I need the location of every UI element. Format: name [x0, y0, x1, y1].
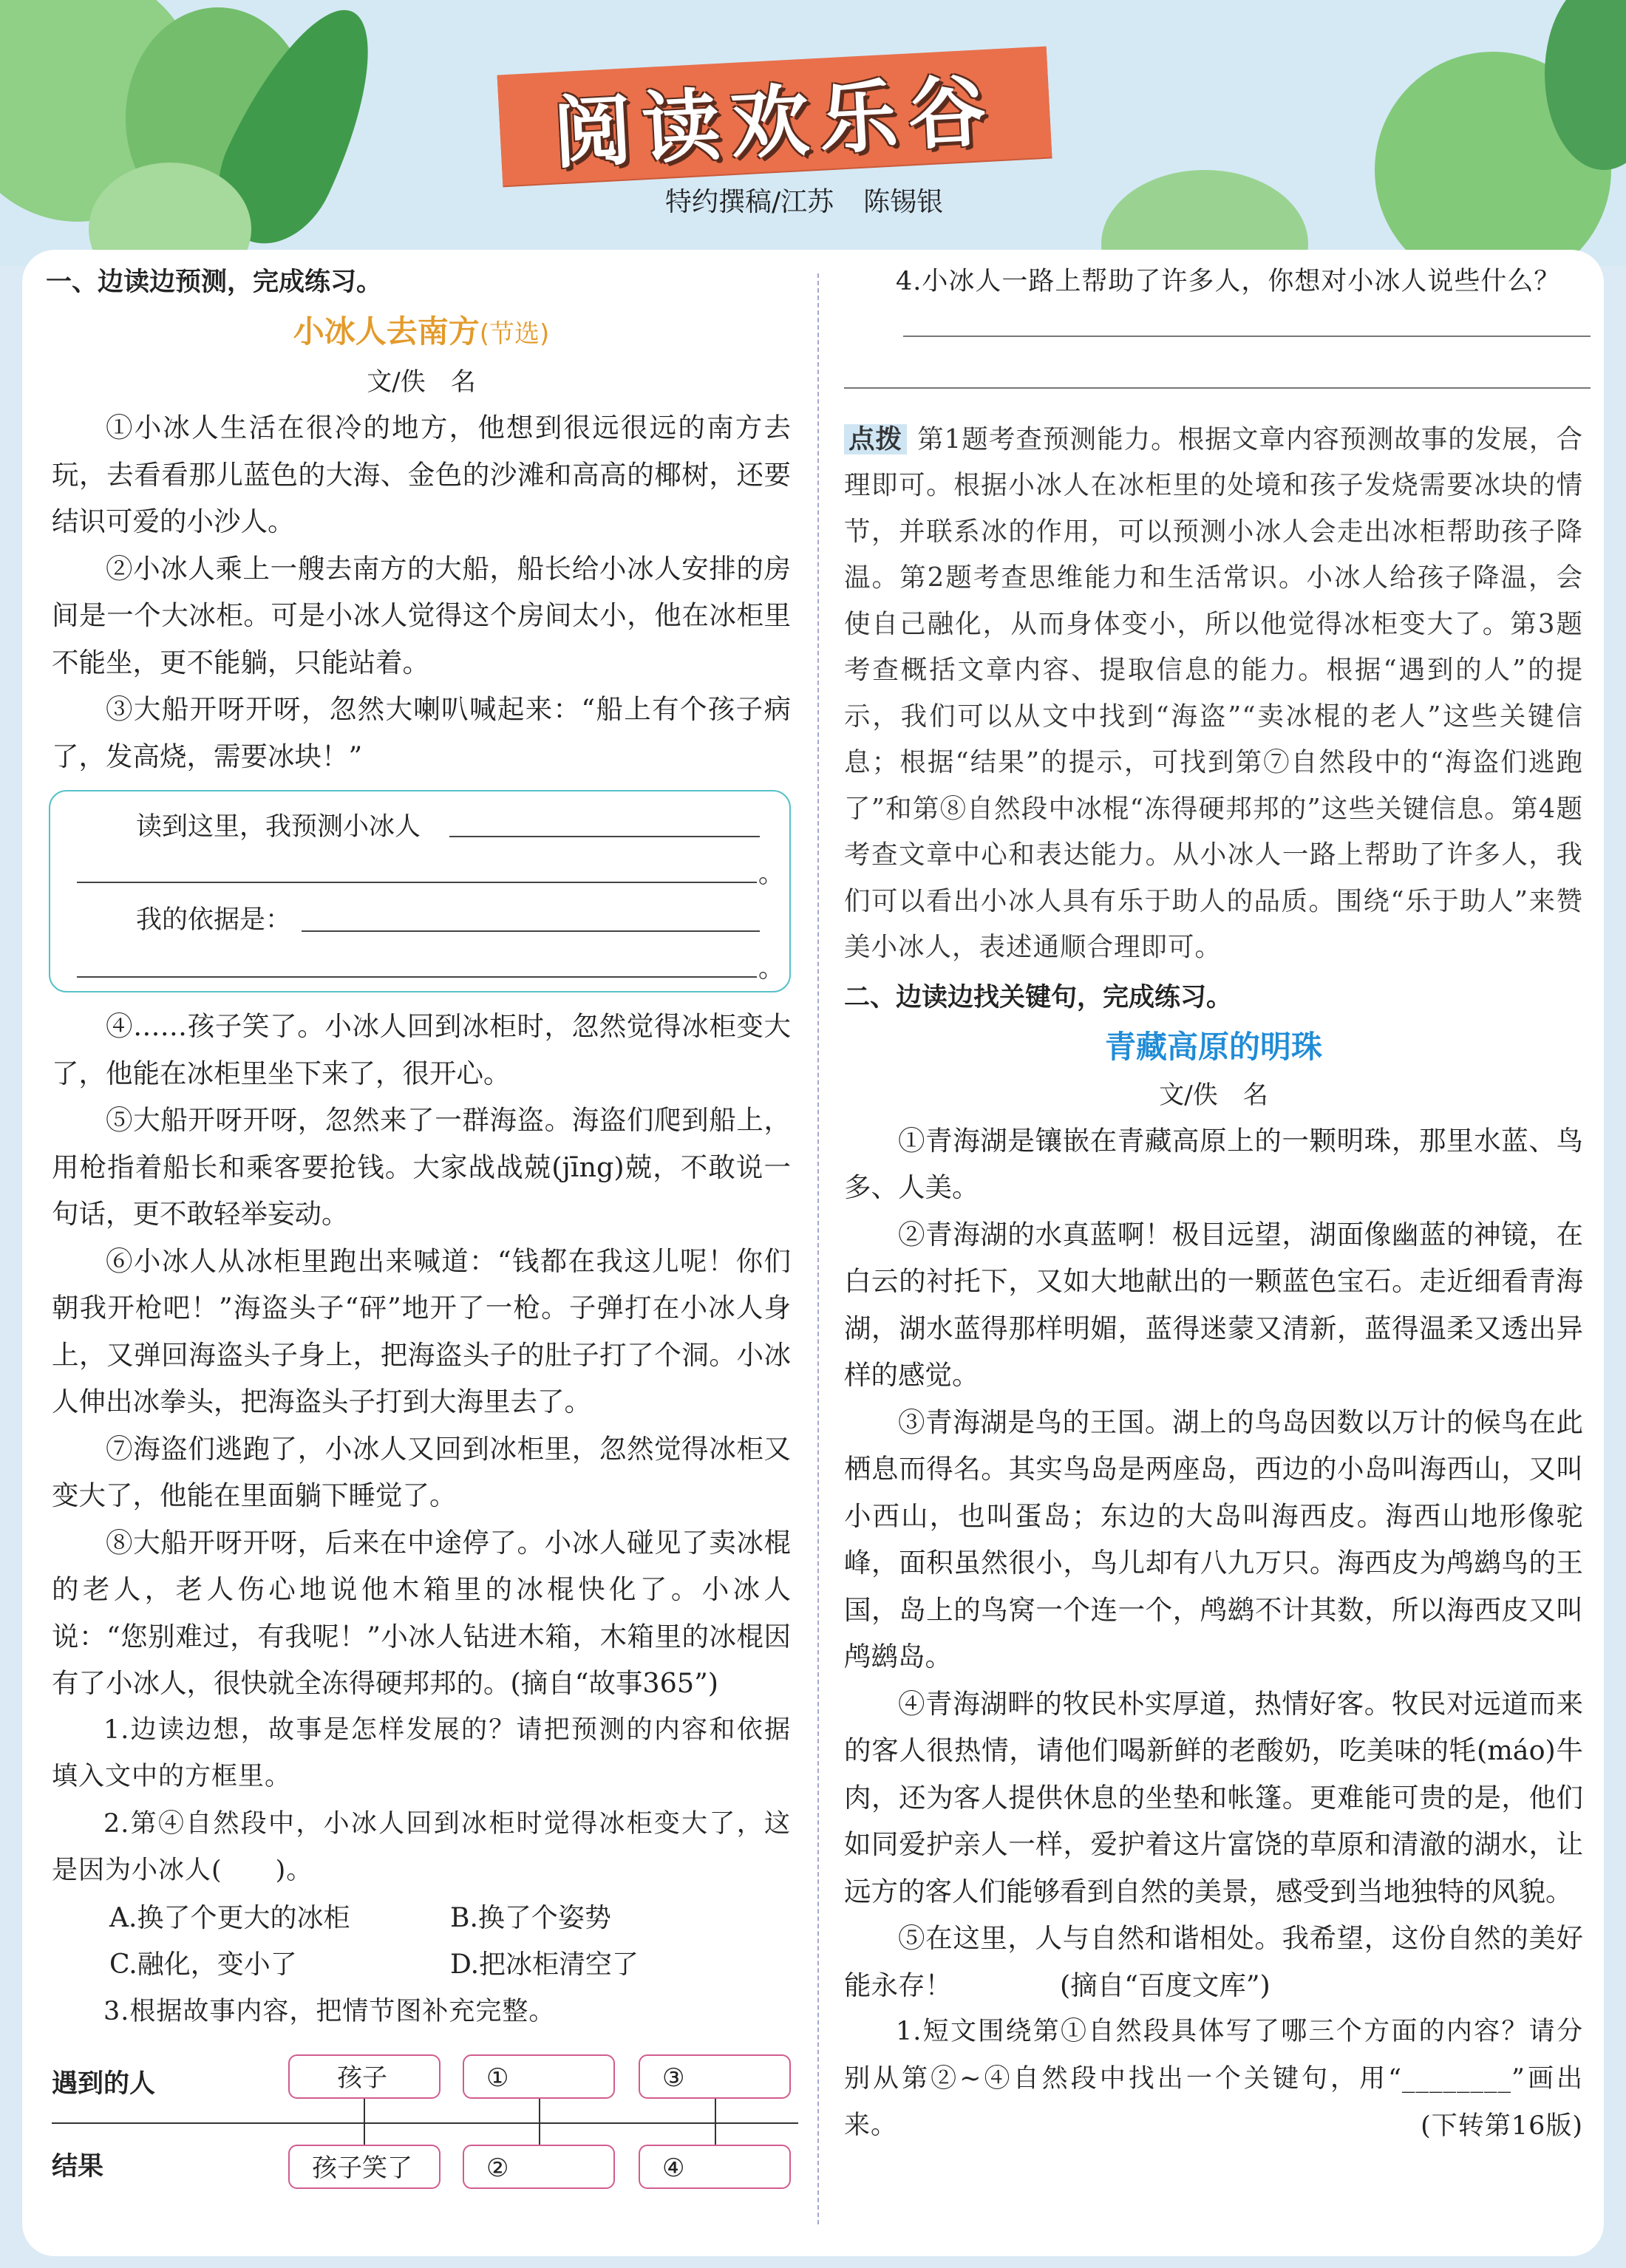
left-column	[46, 259, 791, 2192]
article1-para: ⑧大船开呀开呀，后来在中途停了。小冰人碰见了卖冰棍的老人，老人伤心地说他木箱里的冰棍快化了。小冰人说：“您别难过，有我呢！”小冰人钻进木箱，木箱里的冰棍因有了小冰人，很快就全冻得硬邦邦的。(摘自“故事365”)	[52, 1526, 791, 1699]
reason-prompt: 我的依据是：	[136, 905, 292, 935]
article1-para: ⑤大船开呀开呀，忽然来了一群海盗。海盗们爬到船上，用枪指着船长和乘客要抢钱。大家战战兢(jīng)兢，不敢说一句话，更不敢轻举妄动。	[52, 1104, 791, 1230]
option-a[interactable]: A.换了个更大的冰柜	[109, 1902, 350, 1933]
article1-para: ①小冰人生活在很冷的地方，他想到很远很远的南方去玩，去看看那儿蓝色的大海、金色的沙滩和高高的椰树，还要结识可爱的小沙人。	[52, 412, 791, 537]
plot-row1-label: 遇到的人	[52, 2069, 156, 2099]
plot-result-1: 孩子笑了	[288, 2145, 440, 2189]
article1-title-note: (节选)	[479, 319, 550, 349]
article1-para: ②小冰人乘上一艘去南方的大船，船长给小冰人安排的房间是一个大冰柜。可是小冰人觉得这个房间太小，他在冰柜里不能坐，更不能躺，只能站着。	[52, 552, 791, 678]
article2-para: ①青海湖是镶嵌在青藏高原上的一颗明珠，那里水蓝、鸟多、人美。	[844, 1124, 1583, 1203]
question-3: 3.根据故事内容，把情节图补充完整。	[103, 1996, 556, 2026]
article1-para: ③大船开呀开呀，忽然大喇叭喊起来：“船上有个孩子病了，发高烧，需要冰块！”	[52, 693, 791, 772]
plot-connector	[364, 2099, 365, 2145]
article1-para: ④……孩子笑了。小冰人回到冰柜时，忽然觉得冰柜变大了，他能在冰柜里坐下来了，很开心。	[52, 1010, 791, 1089]
reason-answer-line-2[interactable]	[77, 976, 757, 978]
prediction-prompt: 读到这里，我预测小冰人	[136, 812, 421, 842]
article1-author: 文/佚 名	[367, 367, 476, 397]
option-b[interactable]: B.换了个姿势	[450, 1902, 611, 1933]
plot-diagram	[52, 2044, 791, 2192]
q4-answer-area	[844, 306, 1583, 417]
plot-result-3[interactable]: ④	[639, 2145, 791, 2189]
plot-divider-line	[52, 2122, 798, 2124]
plot-result-2[interactable]: ②	[463, 2145, 615, 2189]
plot-row2-label: 结果	[52, 2152, 104, 2182]
section2-heading: 二、边读边找关键句，完成练习。	[844, 982, 1233, 1012]
question-1: 1.边读边想，故事是怎样发展的？请把预测的内容和依据填入文中的方框里。	[52, 1714, 791, 1791]
column-divider	[817, 273, 819, 2224]
article1-title-text: 小冰人去南方	[293, 313, 480, 350]
byline-label: 特约撰稿/江苏	[665, 187, 834, 217]
article2-para: ④青海湖畔的牧民朴实厚道，热情好客。牧民对远道而来的客人很热情，请他们喝新鲜的老酸奶，吃美味的牦(máo)牛肉，还为客人提供休息的坐垫和帐篷。更难能可贵的是，他们如同爱护亲人一样，爱护着这片富饶的草原和清澈的湖水，让远方的客人们能够看到自然的美景，感受到当地独特的风貌。	[844, 1687, 1583, 1907]
article2-para: ②青海湖的水真蓝啊！极目远望，湖面像幽蓝的神镜，在白云的衬托下，又如大地献出的一颗蓝色宝石。走近细看青海湖，湖水蓝得那样明媚，蓝得迷蒙又清新，蓝得温柔又透出异样的感觉。	[844, 1218, 1583, 1391]
question-2: 2.第④自然段中，小冰人回到冰柜时觉得冰柜变大了，这是因为小冰人( )。	[52, 1808, 791, 1885]
section2-question-1: 1.短文围绕第①自然段具体写了哪三个方面的内容？请分别从第②~④自然段中找出一个关键句，用“________”画出来。	[844, 2017, 1583, 2140]
article1-title	[52, 306, 791, 360]
section1-heading: 一、边读边预测，完成练习。	[46, 268, 383, 297]
right-column	[844, 259, 1583, 2150]
continued-note: (下转第16版)	[1421, 2111, 1583, 2141]
plot-person-1: 孩子	[288, 2054, 440, 2099]
tip-text: 第1题考查预测能力。根据文章内容预测故事的发展，合理即可。根据小冰人在冰柜里的处境和孩子发烧需要冰块的情节，并联系冰的作用，可以预测小冰人会走出冰柜帮助孩子降温。第2题考查思维能力和生活常识。小冰人给孩子降温，会使自己融化，从而身体变小，所以他觉得冰柜变大了。第3题考查概括文章内容、提取信息的能力。根据“遇到的人”的提示，我们可以从文中找到“海盗”“卖冰棍的老人”这些关键信息；根据“结果”的提示，可找到第⑦自然段中的“海盗们逃跑了”和第⑧自然段中冰棍“冻得硬邦邦的”这些关键信息。第4题考查文章中心和表达能力。从小冰人一路上帮助了许多人，我们可以看出小冰人具有乐于助人的品质。围绕“乐于助人”来赞美小冰人，表述通顺合理即可。	[844, 423, 1583, 962]
column-title: 阅读欢乐谷	[551, 65, 999, 180]
options-row-2	[52, 1941, 791, 1989]
prediction-box	[49, 790, 791, 992]
article2-para: ⑤在这里，人与自然和谐相处。我希望，这份自然的美好能永存！ (摘自“百度文库”)	[844, 1922, 1583, 2001]
plot-person-3[interactable]: ③	[639, 2054, 791, 2099]
q4-answer-line[interactable]	[903, 336, 1591, 337]
reason-end-mark: 。	[758, 954, 785, 984]
byline	[665, 181, 943, 219]
plot-connector	[539, 2099, 540, 2145]
q4-answer-line-2[interactable]	[844, 387, 1591, 389]
article1-para: ⑦海盗们逃跑了，小冰人又回到冰柜里，忽然觉得冰柜又变大了，他能在里面躺下睡觉了。	[52, 1432, 791, 1511]
article1-para: ⑥小冰人从冰柜里跑出来喊道：“钱都在我这儿呢！你们朝我开枪吧！”海盗头子“砰”地开了一枪。子弹打在小冰人身上，又弹回海盗头子身上，把海盗头子的肚子打了个洞。小冰人伸出冰拳头，把海盗头子打到大海里去了。	[52, 1244, 791, 1417]
options-row-1	[52, 1895, 791, 1942]
tip-box	[844, 417, 1583, 971]
tip-tag: 点拨	[844, 424, 907, 454]
question-4: 4.小冰人一路上帮助了许多人，你想对小冰人说些什么？	[896, 267, 1561, 296]
prediction-end-mark: 。	[758, 859, 785, 889]
prediction-answer-line-2[interactable]	[77, 882, 757, 883]
option-c[interactable]: C.融化，变小了	[109, 1949, 297, 1980]
prediction-answer-line[interactable]	[449, 836, 760, 837]
option-d[interactable]: D.把冰柜清空了	[450, 1949, 639, 1980]
article2-title: 青藏高原的明珠	[1104, 1028, 1322, 1065]
article2-para: ③青海湖是鸟的王国。湖上的鸟岛因数以万计的候鸟在此栖息而得名。其实鸟岛是两座岛，西边的小岛叫海西山，又叫小西山，也叫蛋岛；东边的大岛叫海西皮。海西山地形像驼峰，面积虽然很小，鸟儿却有八九万只。海西皮为鸬鹚鸟的王国，岛上的鸟窝一个连一个，鸬鹚不计其数，所以海西皮又叫鸬鹚岛。	[844, 1406, 1583, 1672]
reason-answer-line[interactable]	[302, 930, 760, 932]
article2-author: 文/佚 名	[1159, 1080, 1268, 1110]
plot-connector	[715, 2099, 716, 2145]
byline-name: 陈锡银	[863, 187, 944, 217]
plot-person-2[interactable]: ①	[463, 2054, 615, 2099]
